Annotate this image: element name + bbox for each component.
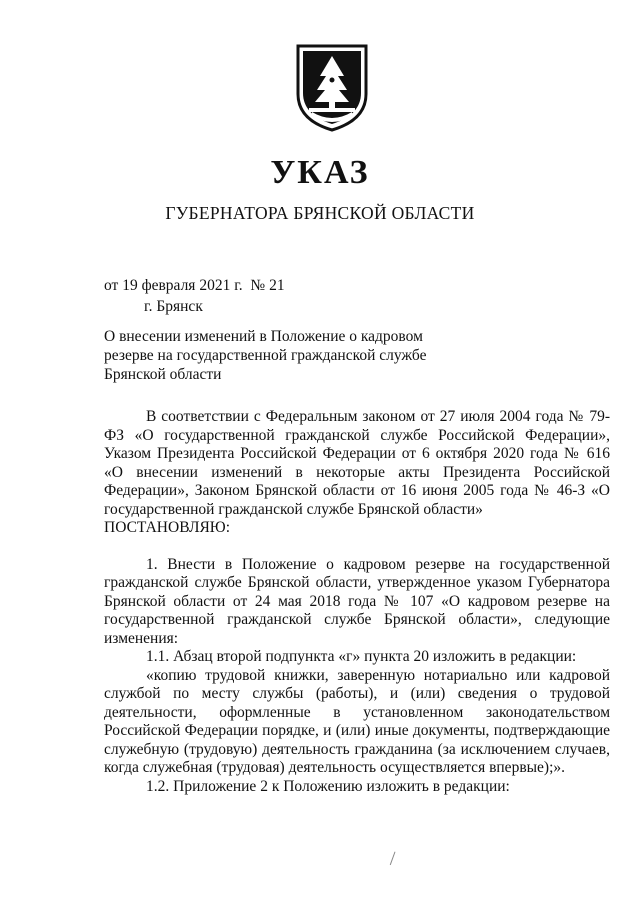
document-meta bbox=[104, 275, 285, 317]
city: г. Брянск bbox=[144, 298, 203, 315]
quote-paragraph: «копию трудовой книжки, заверенную нотариально или кадровой службой по месту службы (работы), и (или) сведения о трудовой деятельности, оформленные в установленном законодательством Российской Федерации порядке, и (или) иные документы, подтверждающие служебную (трудовую) деятельность гражданина (за исключением случаев, когда служебная (трудовая) деятельность осуществляется впервые);». bbox=[104, 666, 610, 776]
item-1-1-paragraph: 1.1. Абзац второй подпункта «г» пункта 20 изложить в редакции: bbox=[146, 648, 577, 665]
document-subtitle: ГУБЕРНАТОРА БРЯНСКОЙ ОБЛАСТИ bbox=[165, 203, 475, 223]
bryansk-coat-of-arms-icon bbox=[292, 42, 372, 132]
coat-of-arms-emblem bbox=[292, 42, 372, 132]
document-body bbox=[104, 408, 610, 796]
resolve-heading: ПОСТАНОВЛЯЮ: bbox=[104, 519, 231, 536]
item-1-paragraph: 1. Внести в Положение о кадровом резерве на государственной гражданской службе Брянской области, утвержденное указом Губернатора Брянской области от 24 мая 2018 года № 107 «О кадровом резерве на государственной гражданской службе Брянской области», следующие изменения: bbox=[104, 555, 610, 647]
scan-artifact bbox=[390, 852, 399, 867]
document-subject: О внесении изменений в Положение о кадровом резерве на государственной гражданской службе Брянской области bbox=[104, 328, 427, 383]
item-1-2-paragraph: 1.2. Приложение 2 к Положению изложить в редакции: bbox=[146, 777, 510, 795]
date-number: от 19 февраля 2021 г. № 21 bbox=[104, 277, 285, 294]
preamble-paragraph: В соответствии с Федеральным законом от 27 июля 2004 года № 79-ФЗ «О государственной гражданской службе Российской Федерации», Указом Президента Российской Федерации от 6 октября 2020 года № 616 «О внесении изменений в некоторые акты Президента Российской Федерации», Законом Брянской области от 16 июня 2005 года № 46-З «О государственной гражданской службе Брянской области» bbox=[104, 408, 610, 518]
document-title: УКАЗ bbox=[270, 154, 370, 191]
